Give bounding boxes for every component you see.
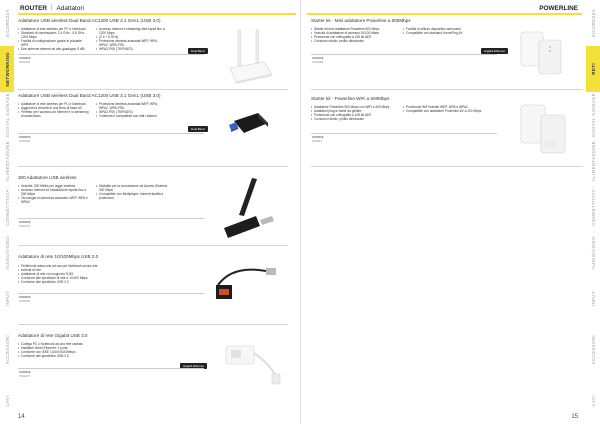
tab-cavi[interactable]: CAVI <box>4 395 10 407</box>
feature-item: • scheda di rete <box>18 268 108 272</box>
product-title: Starter kit - Mini adattatore Powerline a 600Mbps <box>311 18 411 23</box>
tab-digital-signage[interactable]: DIGITAL SIGNAGE <box>4 93 10 137</box>
feature-item: • Facilità di utilizzo dispositivo autonomo <box>403 27 489 31</box>
tab-digital-signage[interactable]: DIGITAL SIGNAGE <box>590 93 596 137</box>
feature-item: • Protezione WiFi tramite WEP, WPA e WPA2 <box>403 105 489 109</box>
feature-item: • Due antenne esterne ad alto guadagno 5 dBi <box>18 47 90 51</box>
feature-item: • Facilità di configurazione grazie al pulsante WPS <box>18 39 90 47</box>
feature-item: • Velocità di adattatore di accesso 10/100 Mbps <box>311 31 397 35</box>
right-page <box>300 0 600 424</box>
page-number: 14 <box>18 414 25 420</box>
section-title: ROUTER <box>20 4 47 12</box>
tab-input[interactable]: INPUT <box>4 291 10 307</box>
feature-item: • Accesso Internet ed installazione rapida fino a 300 Mbps <box>18 188 90 196</box>
tab-cavi[interactable]: CAVI <box>590 395 596 407</box>
wifi-adapter-antenna-image <box>224 28 274 88</box>
feature-item: • Conforme alle specifiche di rete a 10/100 Mbps <box>18 276 108 280</box>
feature-item: • Accesso Internet e streaming ultra rapidi fino a 1200 Mbps <box>96 27 168 35</box>
powerline-wifi-adapter-image <box>517 99 571 161</box>
page-header-left <box>20 3 84 13</box>
feature-item: • Compatibile con standard HomePlug AV <box>403 31 489 35</box>
feature-item: • Modalità per la connessione ad Access Wireless 300 Mbps <box>96 184 168 192</box>
dual-band-badge: Dual Band <box>188 48 208 54</box>
features-col-1 <box>18 102 90 118</box>
header-rule <box>18 13 296 15</box>
features-col-1 <box>311 27 397 43</box>
code-label: CODICE <box>312 56 324 60</box>
feature-item: • Protezione con crittografia a 128 bit AES <box>311 35 397 39</box>
feature-item: • Compatibile con Multiplayer: Internet facilità e protezione <box>96 192 168 200</box>
product-features <box>18 102 168 118</box>
feature-item: • Aggiunta la velocità di una linea di base AC <box>18 106 90 110</box>
product-features <box>311 27 489 43</box>
product-card-300-wireless <box>18 168 288 246</box>
features-col-2 <box>403 105 489 121</box>
feature-item: • Tecnologia di sicurezza avanzata: WEP, WPA e WPA2 <box>18 196 90 204</box>
product-title: Adattatore di rete Gigabit USB 3.0 <box>18 333 88 338</box>
gigabit-adapter-image <box>222 336 282 388</box>
tab-accessori[interactable]: ACCESSORI <box>4 335 10 365</box>
feature-item: • Adattatore di rete con supporto RJ45 <box>18 272 108 276</box>
feature-item: • Standard di connessione: 2.4 GHz - 5.8 GHz - 1200 Mbps <box>18 31 90 39</box>
product-card-powerline-600 <box>311 16 583 90</box>
features-col-2 <box>96 27 168 51</box>
product-card-wireless-ac1200-antenna <box>18 16 288 90</box>
feature-item: • Velocità: 300 Mbit/s per legge wireless <box>18 184 90 188</box>
feature-item: • Protezione wireless avanzata WEP, WPA, WPA2, WPA-PSK, <box>96 39 168 47</box>
feature-item: • Adattatore di rete wireless per PC e Notebook <box>18 27 90 31</box>
product-card-powerline-wifi-500 <box>311 91 583 167</box>
feature-item: • WPA2-PSK (TKIP/AES) <box>96 110 168 114</box>
header-separator: | <box>50 5 53 11</box>
usb-stick-adapter-image <box>228 105 276 141</box>
feature-item: • (2.4 + 5 GHz) <box>96 35 168 39</box>
feature-item: • Perfetto per l'accesso ad Internet e lo streaming di audio/video <box>18 110 90 118</box>
product-code: ITA0265 <box>312 60 324 64</box>
product-code-box <box>311 133 497 142</box>
features-col-1 <box>18 27 90 51</box>
feature-item: • Protezione wireless avanzata WEP, WPA, WPA2, WPA-PSK, <box>96 102 168 110</box>
feature-item: • Installare driver Ethernet: 1 porta <box>18 346 108 350</box>
code-label: CODICE <box>19 56 31 60</box>
product-card-wireless-ac1200-stick <box>18 91 288 167</box>
code-label: CODICE <box>312 135 324 139</box>
code-label: CODICE <box>19 370 31 374</box>
code-label: CODICE <box>19 295 31 299</box>
features-col-2 <box>96 184 168 204</box>
product-code-box <box>18 368 204 377</box>
product-features <box>18 342 108 358</box>
feature-item: • Collega PC o Notebook ad una rete cablata <box>18 342 108 346</box>
feature-item: • Compatibile con adattatore Powerline AV a 200 Mbps <box>403 109 489 113</box>
gigabit-ethernet-badge: Gigabit Ethernet <box>180 363 207 369</box>
ethernet-adapter-image <box>214 261 282 309</box>
tab-sicurezza[interactable]: SICUREZZA <box>590 8 596 38</box>
page-header-right <box>539 3 578 13</box>
feature-item: • Adattatore Powerline 500 Mbps con WiFi a 300 Mbps <box>311 105 397 109</box>
usb-adapter-antenna-image <box>222 176 278 238</box>
tab-audio-video[interactable]: AUDIO/VIDEO <box>4 236 10 270</box>
powerline-adapter-image <box>517 24 569 82</box>
product-code: ITA0463 <box>19 60 31 64</box>
tab-connettivita[interactable]: CONNETTIVITA' <box>590 188 596 226</box>
product-code: ITA0207 <box>19 374 31 378</box>
tab-audio-video[interactable]: AUDIO/VIDEO <box>590 236 596 270</box>
feature-item: • WPA2-PSK (TKIP/AES) <box>96 47 168 51</box>
page-number: 15 <box>571 414 578 420</box>
feature-item: • Protezione con crittografia a 128 bit AES <box>311 113 397 117</box>
code-label: CODICE <box>19 220 31 224</box>
feature-item: • Starter kit mini adattatore Powerline 600 Mbps <box>311 27 397 31</box>
product-features <box>18 264 108 284</box>
features-col-1 <box>311 105 397 121</box>
tab-connettivita[interactable]: CONNETTIVITA' <box>4 188 10 226</box>
feature-item: • Consumo ridotto, profilo ottimizzato <box>311 39 397 43</box>
tab-input[interactable]: INPUT <box>590 291 596 307</box>
product-code: ITA0205 <box>19 299 31 303</box>
product-code: 190067 <box>312 139 323 143</box>
product-code: ITA0426 <box>19 139 31 143</box>
feature-item: • Conforme alle specifiche USB 2.0 <box>18 280 108 284</box>
product-title: 300 Adattatore USB wireless <box>18 175 77 180</box>
feature-item: • Conforme alle specifiche USB 3.0 <box>18 354 108 358</box>
product-code: ITA0477 <box>19 224 31 228</box>
features-col-1 <box>18 184 90 204</box>
side-tabs-left <box>0 0 14 424</box>
tab-sicurezza[interactable]: SICUREZZA <box>4 8 10 38</box>
tab-alimentazione[interactable]: ALIMENTAZIONE <box>590 140 596 182</box>
product-code-box <box>18 218 204 227</box>
product-code-box <box>18 133 204 142</box>
product-card-10-100-usb2 <box>18 247 288 325</box>
product-code-box <box>18 54 204 63</box>
section-title: POWERLINE <box>539 4 578 12</box>
feature-item: • Adattatori plug-in facile da gestire <box>311 109 397 113</box>
product-features <box>18 27 168 51</box>
side-tabs-right <box>586 0 600 424</box>
features-col-1 <box>18 342 108 358</box>
gigabit-ethernet-badge: Gigabit Ethernet <box>481 48 508 54</box>
product-features <box>18 184 168 204</box>
product-card-gigabit-usb3 <box>18 326 288 404</box>
feature-item: • Adattatore di rete wireless per PC e Notebook <box>18 102 90 106</box>
product-title: Starter kit - Powerline WiFi a 500Mbps <box>311 96 390 101</box>
features-col-1 <box>18 264 108 284</box>
product-code-box <box>18 293 204 302</box>
features-col-2 <box>403 27 489 43</box>
dual-band-badge: Dual Band <box>188 126 208 132</box>
features-col-2 <box>96 102 168 118</box>
feature-item: • Periferiche autonome ad uso per Notebook senza rete <box>18 264 108 268</box>
product-code-box <box>311 54 497 63</box>
tab-accessori[interactable]: ACCESSORI <box>590 335 596 365</box>
header-rule <box>307 13 582 15</box>
product-features <box>311 105 489 121</box>
feature-item: • Conforme con IEEE 10/100/1000Mbps <box>18 350 108 354</box>
product-title: Adattatore USB wireless Dual Band AC1200 USB 3.1 Gen1 (USB 3.0) <box>18 18 161 23</box>
tab-reti[interactable]: RETI <box>586 46 600 92</box>
product-title: Adattatore di rete 10/100Mbps USB 2.0 <box>18 254 99 259</box>
feature-item: • Il sistema è compatibile con tutti i sistemi <box>96 114 168 118</box>
feature-item: • Consumo ridotto, profilo ottimizzato <box>311 117 397 121</box>
tab-alimentazione[interactable]: ALIMENTAZIONE <box>4 140 10 182</box>
section-subtitle: Adattatori <box>56 4 84 12</box>
code-label: CODICE <box>19 135 31 139</box>
product-title: Adattatore USB wireless Dual Band AC1200 USB 3.1 Gen1 (USB 3.0) <box>18 93 161 98</box>
tab-networking[interactable]: NETWORKING <box>0 46 14 92</box>
